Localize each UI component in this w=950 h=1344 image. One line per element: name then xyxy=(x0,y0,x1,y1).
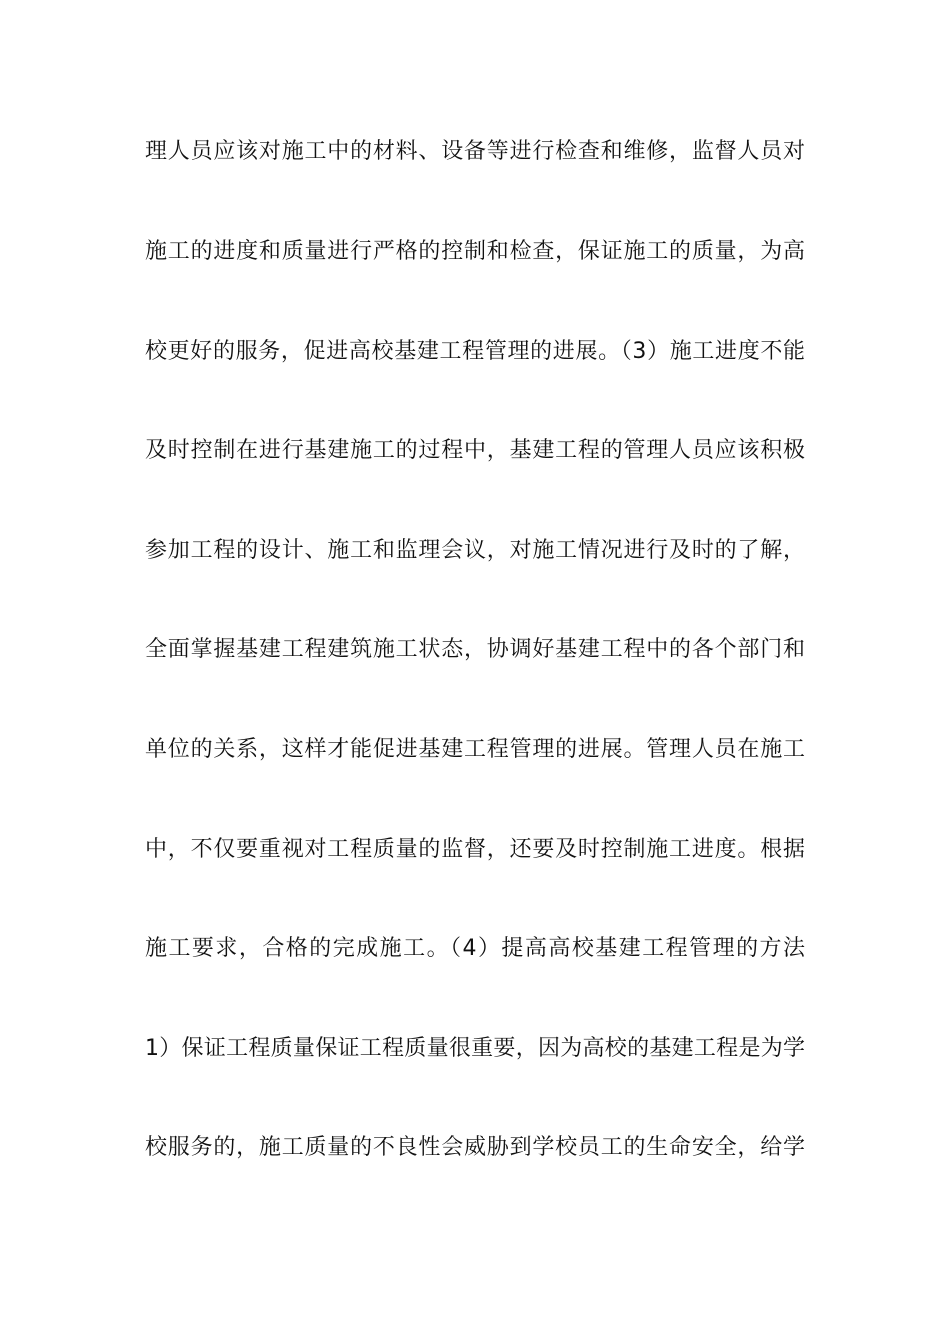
text-line-9: 施工要求，合格的完成施工。（4）提高高校基建工程管理的方法 xyxy=(145,936,805,961)
text-line-1: 理人员应该对施工中的材料、设备等进行检查和维修，监督人员对 xyxy=(145,139,805,164)
text-line-8: 中，不仅要重视对工程质量的监督，还要及时控制施工进度。根据 xyxy=(145,837,805,862)
text-line-7: 单位的关系，这样才能促进基建工程管理的进展。管理人员在施工 xyxy=(145,737,805,762)
text-line-2: 施工的进度和质量进行严格的控制和检查，保证施工的质量，为高 xyxy=(145,239,805,264)
text-line-10: 1）保证工程质量保证工程质量很重要，因为高校的基建工程是为学 xyxy=(145,1036,805,1061)
text-line-4: 及时控制在进行基建施工的过程中，基建工程的管理人员应该积极 xyxy=(145,438,805,463)
text-line-3: 校更好的服务，促进高校基建工程管理的进展。（3）施工进度不能 xyxy=(145,339,805,364)
text-line-5: 参加工程的设计、施工和监理会议，对施工情况进行及时的了解， xyxy=(145,538,805,563)
text-line-6: 全面掌握基建工程建筑施工状态，协调好基建工程中的各个部门和 xyxy=(145,637,805,662)
text-line-11: 校服务的，施工质量的不良性会威胁到学校员工的生命安全，给学 xyxy=(145,1135,805,1160)
